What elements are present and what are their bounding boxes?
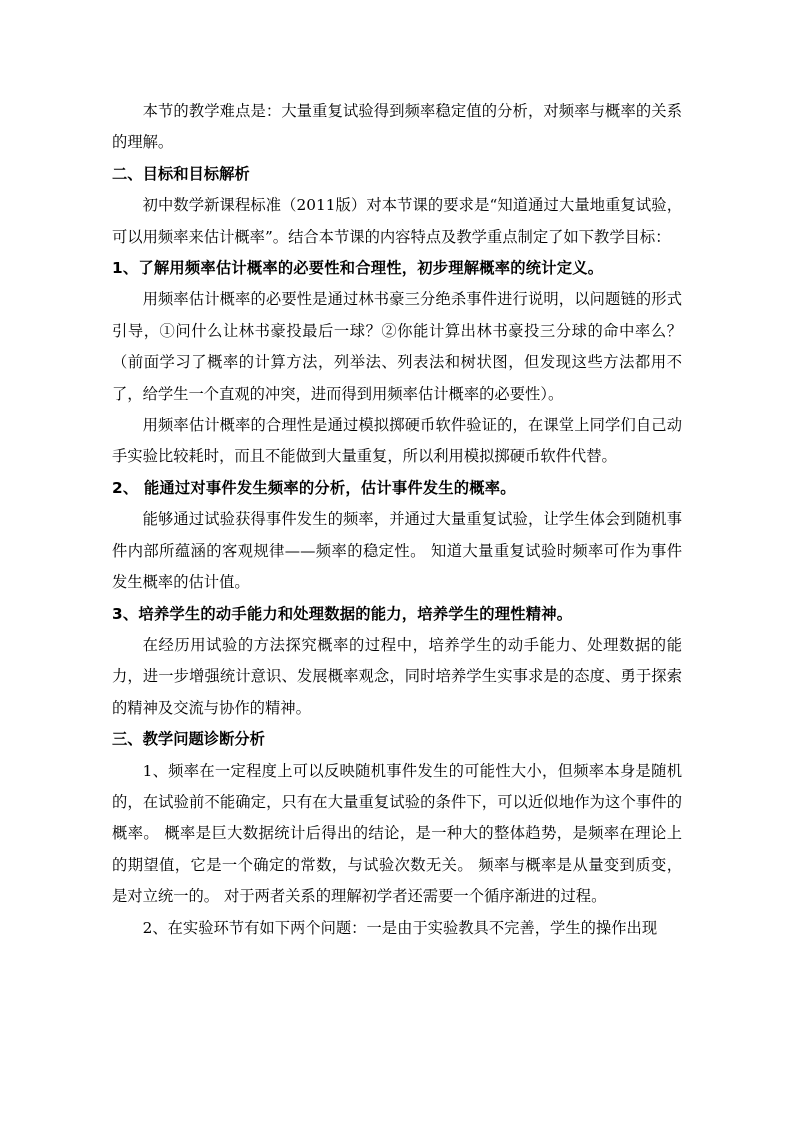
document-body (112, 96, 682, 944)
paragraph-curriculum-standard: 初中数学新课程标准（2011版）对本节课的要求是“知道通过大量地重复试验，可以用频率来估计概率”。结合本节课的内容特点及教学重点制定了如下教学目标： (112, 196, 682, 246)
paragraph-frequency-analysis: 能够通过试验获得事件发生的频率，并通过大量重复试验，让学生体会到随机事件内部所蕴涵的客观规律——频率的稳定性。 知道大量重复试验时频率可作为事件发生概率的估计值。 (112, 510, 682, 592)
goal-heading-1: 1、了解用频率估计概率的必要性和合理性，初步理解概率的统计定义。 (112, 259, 604, 278)
paragraph-rationality: 用频率估计概率的合理性是通过模拟掷硬币软件验证的，在课堂上同学们自己动手实验比较耗时，而且不能做到大量重复，所以利用模拟掷硬币软件代替。 (112, 416, 682, 466)
goal-heading-3: 3、培养学生的动手能力和处理数据的能力，培养学生的理性精神。 (112, 604, 573, 623)
paragraph-diagnosis-1: 1、频率在一定程度上可以反映随机事件发生的可能性大小，但频率本身是随机的，在试验前不能确定，只有在大量重复试验的条件下，可以近似地作为这个事件的概率。 概率是巨大数据统计后得出的结论，是一种大的整体趋势，是频率在理论上的期望值，它是一个确定的常数，与试验次数无关。 频率与概率是从量变到质变，是对立统一的。 对于两者关系的理解初学者还需要一个循序渐进的过程。 (112, 761, 682, 906)
section-heading-goals: 二、目标和目标解析 (112, 164, 250, 183)
goal-heading-2: 2、 能通过对事件发生频率的分析，估计事件发生的概率。 (112, 478, 516, 497)
section-heading-diagnosis: 三、教学问题诊断分析 (112, 730, 265, 749)
paragraph-diagnosis-2: 2、在实验环节有如下两个问题：一是由于实验教具不完善，学生的操作出现 (142, 918, 658, 937)
paragraph-difficulty: 本节的教学难点是：大量重复试验得到频率稳定值的分析，对频率与概率的关系的理解。 (112, 102, 682, 152)
paragraph-necessity: 用频率估计概率的必要性是通过林书豪三分绝杀事件进行说明，以问题链的形式引导，①问什么让林书豪投最后一球？②你能计算出林书豪投三分球的命中率么？（前面学习了概率的计算方法，列举法、列表法和树状图，但发现这些方法都用不了，给学生一个直观的冲突，进而得到用频率估计概率的必要性）。 (112, 290, 682, 403)
paragraph-abilities: 在经历用试验的方法探究概率的过程中，培养学生的动手能力、处理数据的能力，进一步增强统计意识、发展概率观念，同时培养学生实事求是的态度、勇于探索的精神及交流与协作的精神。 (112, 635, 682, 717)
